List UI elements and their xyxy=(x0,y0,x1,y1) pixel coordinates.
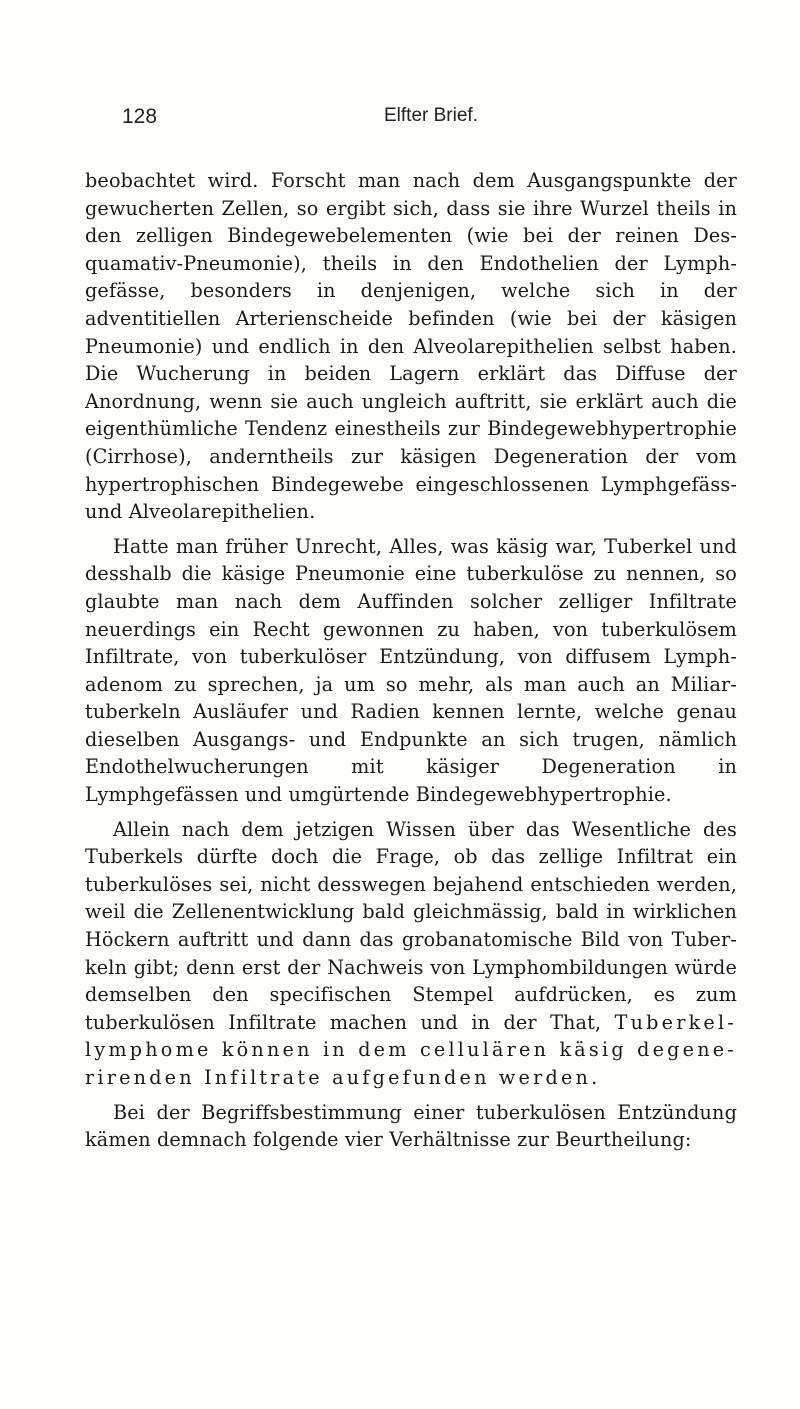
emphasized-spaced-text: Tuberkel-lymphome können in dem cellulären käsig degene-rirenden Infiltrate aufgefunden werden. xyxy=(85,1010,737,1089)
page-number: 128 xyxy=(122,105,158,128)
paragraph-1: beobachtet wird. Forscht man nach dem Ausgangspunkte der gewucherten Zellen, so ergibt sich, dass sie ihre Wurzel theils in den zelligen Bindegewebelementen (wie bei der reinen Des-quamativ-Pneumonie), theils in den Endothelien der Lymph-gefässe, besonders in denjenigen, welche sich in der adventitiellen Arterienscheide befinden (wie bei der käsigen Pneumonie) und endlich in den Alveolarepithelien selbst haben. Die Wucherung in beiden Lagern erklärt das Diffuse der Anordnung, wenn sie auch ungleich auftritt, sie erklärt auch die eigenthümliche Tendenz einestheils zur Bindegewebhypertrophie (Cirrhose), anderntheils zur käsigen Degeneration der vom hypertrophischen Bindegewebe eingeschlossenen Lymphgefäss- und Alveolarepithelien. xyxy=(85,169,737,524)
paragraph-3 xyxy=(85,816,737,1092)
paragraph-2: Hatte man früher Unrecht, Alles, was käsig war, Tuberkel und desshalb die käsige Pneumonie eine tuberkulöse zu nennen, so glaubte man nach dem Auffinden solcher zelliger Infiltrate neuerdings ein Recht gewonnen zu haben, von tuberkulösem Infiltrate, von tuberkulöser Entzündung, von diffusem Lymph-adenom zu sprechen, ja um so mehr, als man auch an Miliar-tuberkeln Ausläufer und Radien kennen lernte, welche genau dieselben Ausgangs- und Endpunkte an sich trugen, nämlich Endothelwucherungen mit käsiger Degeneration in Lymphgefässen und umgürtende Bindegewebhypertrophie. xyxy=(85,534,737,807)
page-header xyxy=(122,105,740,135)
running-head: Elfter Brief. xyxy=(384,105,478,126)
body-text xyxy=(85,167,737,1154)
paragraph-4: Bei der Begriffsbestimmung einer tuberkulösen Entzündung kämen demnach folgende vier Verhältnisse zur Beurtheilung: xyxy=(85,1100,737,1152)
paragraph-3-text: Allein nach dem jetzigen Wissen über das Wesentliche des Tuberkels dürfte doch die Frage, ob das zellige Infiltrat ein tuberkulöses sei, nicht desswegen bejahend entschieden werden, weil die Zellenentwicklung bald gleichmässig, bald in wirklichen Höckern auftritt und dann das grobanatomische Bild von Tuber-keln gibt; denn erst der Nachweis von Lymphombildungen würde demselben den specifischen Stempel aufdrücken, es zum tuberkulösen Infiltrate machen und in der That, xyxy=(85,817,737,1034)
